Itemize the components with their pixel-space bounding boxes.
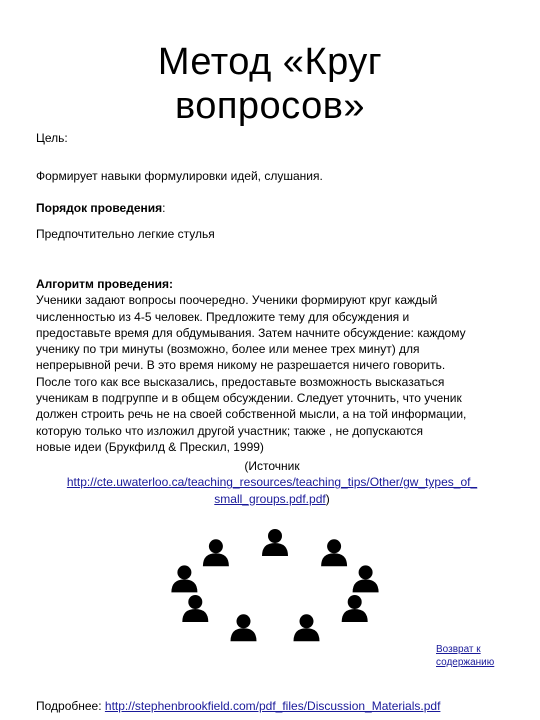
source-link[interactable]: http://cte.uwaterloo.ca/teaching_resources/teaching_tips/Other/gw_types_of_ [66,475,478,490]
order-heading [36,200,506,216]
more-label: Подробнее: [36,699,105,713]
back-link-line-1: Возврат к [436,644,481,655]
algorithm-line: непрерывной речи. В это время никому не разрешается ничего говорить. [36,358,446,373]
source-citation [36,458,508,507]
source-link-continued[interactable]: small_groups.pdf.pdf [214,491,326,506]
algorithm-line: численностью из 4-5 человек. Предложите тему для обсуждения и [36,309,410,324]
order-text: Предпочтительно легкие стулья [36,227,215,241]
person-figure [353,565,379,592]
order-label: Порядок проведения [36,201,163,215]
algorithm-line: ученику по три минуты (возможно, более или менее трех минут) для [36,342,420,357]
people-circle-icon [160,528,390,648]
person-figure [342,595,368,622]
person-figure [262,529,288,556]
source-suffix: ) [325,491,330,506]
order-suffix: : [162,201,166,215]
algorithm-line: предоставьте время для обдумывания. Затем начните обсуждение: каждому [36,325,466,340]
source-prefix: (Источник [244,459,300,473]
more-info [36,699,440,713]
more-link[interactable]: http://stephenbrookfield.com/pdf_files/Discussion_Materials.pdf [104,699,441,713]
person-figure [321,539,347,566]
algorithm-line: После того как все высказались, предоставьте возможность высказаться [36,374,445,389]
goal-text: Формирует навыки формулировки идей, слушания. [36,169,323,183]
title-line-1: Метод «Круг [157,41,383,83]
algorithm-block [36,276,508,455]
algorithm-line: Ученики задают вопросы поочередно. Ученики формируют круг каждый [36,293,438,308]
page-title [0,40,540,128]
back-to-contents-link[interactable] [436,643,508,669]
person-figure [294,614,320,641]
algorithm-line: которую только что изложил другой участник; также , не допускаются [36,423,424,438]
person-figure [182,595,208,622]
algorithm-line: новые идеи (Брукфилд & Прескил, 1999) [36,439,264,454]
person-figure [171,565,197,592]
algorithm-heading: Алгоритм проведения: [36,277,173,291]
person-figure [231,614,257,641]
back-link-line-2: содержанию [436,657,495,668]
title-line-2: вопросов» [174,85,366,127]
person-figure [203,539,229,566]
algorithm-line: ученикам в подгруппе и в общем обсуждении. Следует уточнить, что ученик [36,391,462,406]
algorithm-line: должен строить речь не на своей собственной мысли, а на той информации, [36,407,467,422]
goal-label: Цель: [36,131,68,145]
